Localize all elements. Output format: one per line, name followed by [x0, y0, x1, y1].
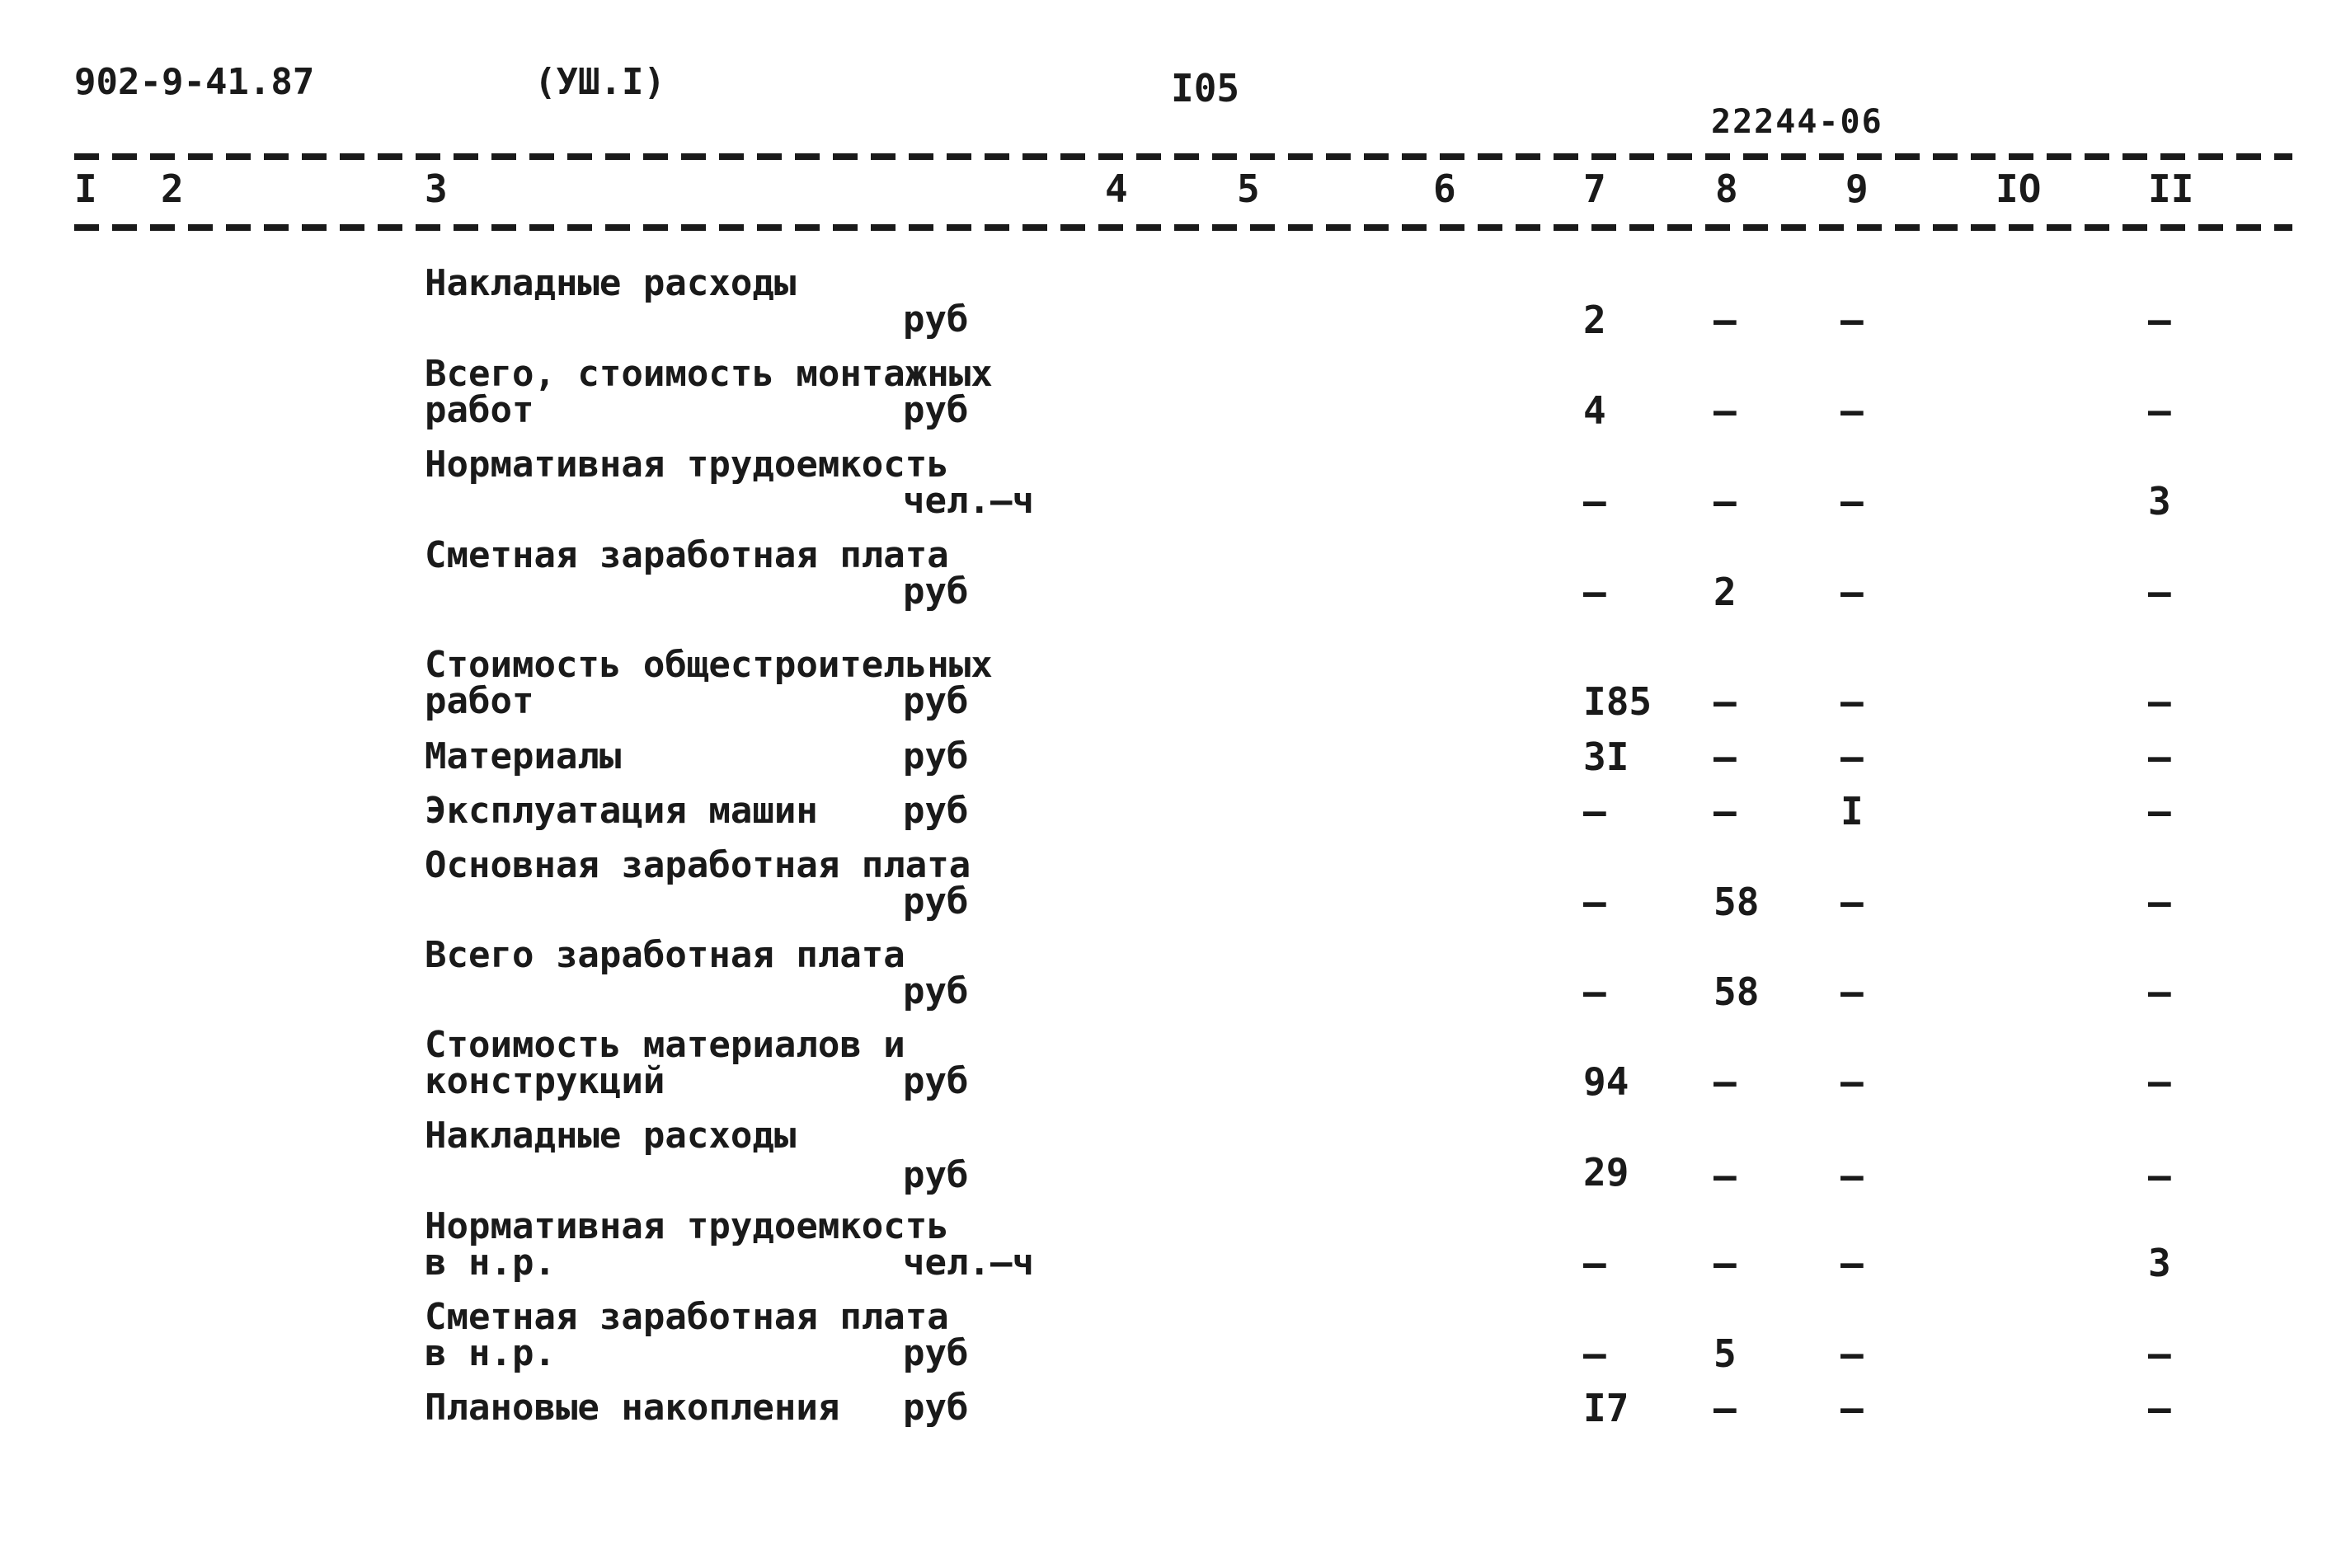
cell-col8: –: [1714, 1153, 1737, 1198]
cell-col8: 5: [1714, 1331, 1737, 1376]
cell-col9: –: [1840, 1331, 1864, 1376]
column-number-1: I: [74, 167, 97, 211]
cell-col11: –: [2148, 880, 2171, 924]
cell-col7: –: [1583, 479, 1606, 523]
cell-col9: –: [1840, 679, 1864, 724]
row-unit: руб: [903, 880, 969, 922]
cell-col8: –: [1714, 1059, 1737, 1104]
cell-col7: I7: [1583, 1386, 1629, 1430]
cell-col7: –: [1583, 789, 1606, 833]
top-dashed-rule: [74, 153, 2292, 160]
cell-col8: –: [1714, 679, 1737, 724]
cell-col7: –: [1583, 1331, 1606, 1376]
cell-col7: 2: [1583, 298, 1606, 342]
row-unit: руб: [903, 1060, 969, 1102]
column-number-3: 3: [425, 167, 448, 211]
cell-col9: –: [1840, 1386, 1864, 1430]
cell-col8: 2: [1714, 570, 1737, 614]
cell-col11: –: [2148, 789, 2171, 833]
row-description: Накладные расходы: [425, 1115, 797, 1157]
cell-col8: –: [1714, 1386, 1737, 1430]
row-description: Накладные расходы: [425, 262, 797, 304]
cell-col8: –: [1714, 388, 1737, 433]
cell-col7: 4: [1583, 388, 1606, 433]
page-number: I05: [1171, 66, 1240, 110]
cell-col9: –: [1840, 880, 1864, 924]
cell-col11: –: [2148, 1059, 2171, 1104]
row-unit: руб: [903, 298, 969, 340]
cell-col9: –: [1840, 1241, 1864, 1285]
cell-col11: –: [2148, 735, 2171, 779]
row-description: Сметная заработная плата в н.р.: [425, 1296, 949, 1374]
row-description: Материалы: [425, 735, 622, 777]
cell-col9: –: [1840, 1059, 1864, 1104]
cell-col7: –: [1583, 570, 1606, 614]
cell-col7: 94: [1583, 1059, 1629, 1104]
cell-col7: –: [1583, 880, 1606, 924]
cell-col7: I85: [1583, 679, 1652, 724]
cell-col11: –: [2148, 969, 2171, 1014]
header-bottom-dashed-rule: [74, 224, 2292, 231]
cell-col7: –: [1583, 1241, 1606, 1285]
row-description: Эксплуатация машин: [425, 790, 818, 832]
row-unit: руб: [903, 680, 969, 722]
cell-col9: –: [1840, 570, 1864, 614]
document-code: 902-9-41.87: [74, 61, 315, 103]
cell-col8: –: [1714, 298, 1737, 342]
cell-col8: –: [1714, 735, 1737, 779]
section-code: (УШ.I): [534, 61, 665, 103]
cell-col11: –: [2148, 570, 2171, 614]
column-number-2: 2: [161, 167, 184, 211]
cell-col8: –: [1714, 1241, 1737, 1285]
row-unit: руб: [903, 570, 969, 613]
cell-col7: 3I: [1583, 735, 1629, 779]
row-unit: руб: [903, 1154, 969, 1196]
row-description: Сметная заработная плата: [425, 534, 949, 576]
cell-col7: 29: [1583, 1150, 1629, 1195]
row-unit: руб: [903, 790, 969, 832]
column-number-5: 5: [1237, 167, 1260, 211]
row-unit: руб: [903, 1387, 969, 1429]
row-description: Основная заработная плата: [425, 844, 971, 886]
row-unit: руб: [903, 735, 969, 777]
column-number-8: 8: [1715, 167, 1738, 211]
cell-col9: –: [1840, 298, 1864, 342]
row-description: Плановые накопления: [425, 1387, 840, 1429]
cell-col8: –: [1714, 789, 1737, 833]
row-unit: руб: [903, 1332, 969, 1374]
row-unit: руб: [903, 389, 969, 431]
cell-col9: –: [1840, 479, 1864, 523]
cell-col9: –: [1840, 1153, 1864, 1198]
row-unit: руб: [903, 970, 969, 1012]
cell-col9: I: [1840, 789, 1864, 833]
cell-col8: 58: [1714, 880, 1760, 924]
cell-col11: –: [2148, 1386, 2171, 1430]
column-number-10: IO: [1996, 167, 2042, 211]
row-description: Всего заработная плата: [425, 934, 905, 976]
row-unit: чел.–ч: [903, 1242, 1034, 1284]
cell-col11: –: [2148, 679, 2171, 724]
row-description: Нормативная трудоемкость: [425, 444, 949, 486]
cell-col7: –: [1583, 969, 1606, 1014]
row-description: Нормативная трудоемкость в н.р.: [425, 1205, 949, 1284]
column-number-4: 4: [1105, 167, 1128, 211]
cell-col8: –: [1714, 479, 1737, 523]
column-number-11: II: [2148, 167, 2194, 211]
cell-col8: 58: [1714, 969, 1760, 1014]
row-description: Всего, стоимость монтажных работ: [425, 353, 993, 431]
cell-col11: –: [2148, 298, 2171, 342]
column-number-9: 9: [1845, 167, 1869, 211]
cell-col11: –: [2148, 388, 2171, 433]
row-description: Стоимость общестроительных работ: [425, 644, 993, 722]
cell-col9: –: [1840, 388, 1864, 433]
cell-col11: 3: [2148, 1241, 2171, 1285]
cell-col11: –: [2148, 1331, 2171, 1376]
column-number-7: 7: [1583, 167, 1606, 211]
row-description: Стоимость материалов и конструкций: [425, 1024, 905, 1102]
row-unit: чел.–ч: [903, 480, 1034, 522]
cell-col9: –: [1840, 969, 1864, 1014]
column-number-6: 6: [1433, 167, 1456, 211]
inventory-stamp: 22244-06: [1711, 103, 1883, 141]
cell-col11: 3: [2148, 479, 2171, 523]
cell-col9: –: [1840, 735, 1864, 779]
cell-col11: –: [2148, 1153, 2171, 1198]
